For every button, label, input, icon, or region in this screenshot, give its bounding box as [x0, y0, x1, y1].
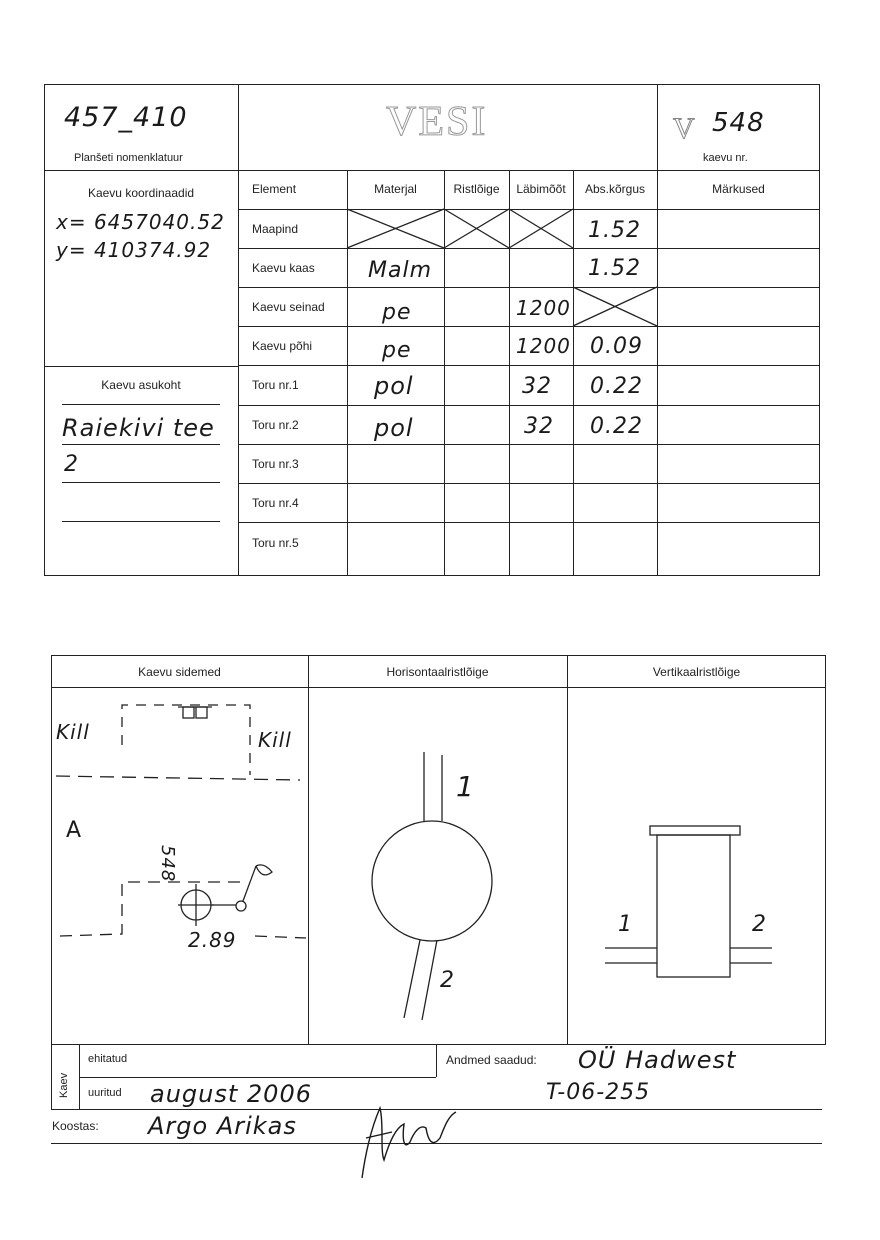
- row-element-label: Toru nr.1: [252, 378, 299, 392]
- table-row-line: [238, 248, 820, 249]
- footer-bottom-line: [51, 1143, 822, 1144]
- row-element-label: Kaevu kaas: [252, 261, 315, 275]
- footer-mid-divider: [436, 1045, 437, 1077]
- well-number-label: kaevu nr.: [703, 152, 748, 164]
- row-materjal-value: Malm: [368, 258, 433, 283]
- table-col-line-2: [444, 170, 445, 576]
- composed-value: Argo Arikas: [148, 1112, 297, 1140]
- location-line-3: [62, 482, 220, 483]
- location-top-line: [44, 366, 238, 367]
- row-abs-value: 0.22: [590, 374, 643, 399]
- location-line-2: [62, 444, 220, 445]
- well-prefix: V: [673, 112, 696, 145]
- col-header-abs-korgus: Abs.kõrgus: [584, 182, 646, 196]
- well-number: 548: [712, 108, 765, 138]
- row-materjal-value: pol: [374, 372, 414, 400]
- row-abs-value: 0.09: [590, 334, 643, 359]
- panel-label-connections: Kaevu sidemed: [138, 665, 221, 679]
- page-title: VESI: [386, 99, 488, 145]
- sketch-header-line: [51, 687, 826, 688]
- vert-pipe-1-label: 1: [618, 912, 633, 937]
- data-source-label: Andmed saadud:: [446, 1053, 537, 1067]
- row-element-label: Maapind: [252, 222, 299, 236]
- surveyed-value: august 2006: [150, 1080, 312, 1108]
- kill-label-right: Kill: [258, 728, 292, 752]
- rotated-well-number: 548: [157, 845, 178, 883]
- col-header-labimoot: Läbimõõt: [516, 182, 566, 196]
- row-abs-value: 1.52: [588, 256, 641, 281]
- table-row-line: [238, 444, 820, 445]
- vert-pipe-2-label: 2: [752, 912, 767, 937]
- location-label: Kaevu asukoht: [101, 378, 181, 392]
- row-materjal-value: pol: [374, 414, 414, 442]
- header-bottom-line: [44, 170, 820, 171]
- footer-row-line: [51, 1109, 822, 1110]
- table-row-line: [238, 365, 820, 366]
- row-labimoot-value: 1200: [516, 296, 571, 320]
- row-labimoot-value: 1200: [516, 334, 571, 358]
- row-element-label: Kaevu põhi: [252, 339, 313, 353]
- nomenclature-value: 457_410: [64, 102, 188, 133]
- composed-label: Koostas:: [52, 1119, 99, 1133]
- letter-a: A: [66, 818, 83, 843]
- table-row-line: [238, 209, 820, 210]
- row-element-label: Toru nr.5: [252, 536, 299, 550]
- coordinate-y: y= 410374.92: [56, 238, 212, 262]
- col-header-element: Element: [252, 182, 297, 196]
- coordinate-x: x= 6457040.52: [56, 210, 225, 234]
- built-label: ehitatud: [88, 1053, 128, 1065]
- table-col-line-3: [509, 170, 510, 576]
- surveyed-label: uuritud: [88, 1087, 122, 1099]
- data-reference-value: T-06-255: [546, 1080, 651, 1105]
- footer-left-border: [51, 1045, 52, 1109]
- table-row-line: [238, 522, 820, 523]
- col-header-markused: Märkused: [712, 182, 765, 196]
- table-row-line: [238, 326, 820, 327]
- pipe-2-label: 2: [440, 968, 455, 993]
- right-column-divider: [657, 84, 658, 576]
- data-source-value: OÜ Hadwest: [578, 1046, 737, 1074]
- location-line-1: [62, 404, 220, 405]
- distance-label: 2.89: [188, 928, 237, 952]
- location-number: 2: [64, 452, 79, 477]
- table-row-line: [238, 287, 820, 288]
- row-element-label: Toru nr.2: [252, 418, 299, 432]
- panel-label-horizontal: Horisontaalristlõige: [386, 665, 489, 679]
- row-materjal-value: pe: [382, 300, 412, 325]
- footer-row-line: [79, 1077, 436, 1078]
- location-line-4: [62, 521, 220, 522]
- col-header-ristloige: Ristlõige: [453, 182, 500, 196]
- sketch-divider-1: [308, 655, 309, 1045]
- row-element-label: Toru nr.4: [252, 496, 299, 510]
- pipe-1-label: 1: [456, 770, 475, 803]
- table-col-line-1: [347, 170, 348, 576]
- table-row-line: [238, 483, 820, 484]
- table-row-line: [238, 405, 820, 406]
- row-element-label: Toru nr.3: [252, 457, 299, 471]
- footer-side-label: Kaev: [58, 1072, 70, 1098]
- coordinates-label: Kaevu koordinaadid: [87, 186, 195, 200]
- table-col-line-4: [573, 170, 574, 576]
- row-abs-value: 1.52: [588, 218, 641, 243]
- row-abs-value: 0.22: [590, 414, 643, 439]
- row-element-label: Kaevu seinad: [252, 300, 325, 314]
- row-labimoot-value: 32: [524, 414, 554, 439]
- row-materjal-value: pe: [382, 338, 412, 363]
- sketch-divider-2: [567, 655, 568, 1045]
- col-header-materjal: Materjal: [374, 182, 417, 196]
- nomenclature-label: Planšeti nomenklatuur: [74, 152, 183, 164]
- panel-label-vertical: Vertikaalristlõige: [652, 665, 741, 679]
- location-street: Raiekivi tee: [62, 414, 215, 442]
- row-labimoot-value: 32: [522, 374, 552, 399]
- left-column-divider: [238, 84, 239, 576]
- kill-label-left: Kill: [56, 720, 90, 744]
